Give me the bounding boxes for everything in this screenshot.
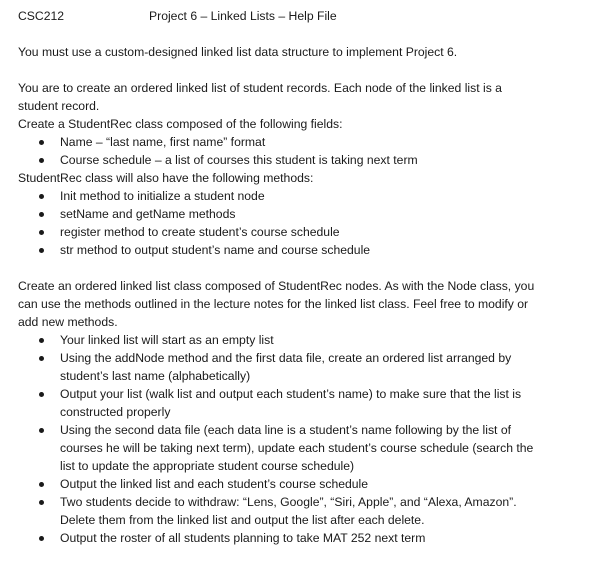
step-text: Output the roster of all students planning to take MAT 252 next term bbox=[60, 531, 426, 545]
step-text: Output your list (walk list and output each student’s name) to make sure that the list is bbox=[60, 387, 522, 401]
fields-list bbox=[18, 133, 607, 169]
document-title: Project 6 – Linked Lists – Help File bbox=[149, 9, 337, 23]
step-text: Two students decide to withdraw: “Lens, Google”, “Siri, Apple”, and “Alexa, Amazon”. bbox=[60, 495, 517, 509]
step-item bbox=[18, 475, 607, 493]
fields-intro: Create a StudentRec class composed of the following fields: bbox=[18, 117, 343, 131]
step-item bbox=[18, 421, 607, 475]
list-item: register method to create student’s course schedule bbox=[18, 223, 607, 241]
step-text: courses he will be taking next term), update each student’s course schedule (search the bbox=[60, 441, 534, 455]
list-item: Name – “last name, first name” format bbox=[18, 133, 607, 151]
section2-paragraph-line3: add new methods. bbox=[18, 315, 118, 329]
step-text: Using the addNode method and the first data file, create an ordered list arranged by bbox=[60, 351, 512, 365]
list-item: str method to output student’s name and course schedule bbox=[18, 241, 607, 259]
spacer bbox=[18, 259, 607, 277]
step-text: Your linked list will start as an empty list bbox=[60, 333, 274, 347]
section2-paragraph-line2: can use the methods outlined in the lecture notes for the linked list class. Feel free to modify or bbox=[18, 297, 529, 311]
step-text: Output the linked list and each student’s course schedule bbox=[60, 477, 369, 491]
section1-paragraph-line1: You are to create an ordered linked list of student records. Each node of the linked list is a bbox=[18, 81, 502, 95]
list-item: Init method to initialize a student node bbox=[18, 187, 607, 205]
methods-list bbox=[18, 187, 607, 259]
section2-paragraph-line1: Create an ordered linked list class composed of StudentRec nodes. As with the Node class, you bbox=[18, 279, 535, 293]
spacer bbox=[18, 25, 607, 43]
step-item bbox=[18, 493, 607, 529]
step-text: list to update the appropriate student course schedule) bbox=[60, 459, 355, 473]
step-text: student’s last name (alphabetically) bbox=[60, 369, 251, 383]
list-item: Course schedule – a list of courses this student is taking next term bbox=[18, 151, 607, 169]
section1-paragraph-line2: student record. bbox=[18, 99, 100, 113]
step-text: constructed properly bbox=[60, 405, 171, 419]
step-item bbox=[18, 349, 607, 385]
steps-list bbox=[18, 331, 607, 547]
methods-intro: StudentRec class will also have the following methods: bbox=[18, 171, 314, 185]
step-item bbox=[18, 385, 607, 421]
list-item: setName and getName methods bbox=[18, 205, 607, 223]
spacer bbox=[18, 61, 607, 79]
course-code: CSC212 bbox=[18, 9, 65, 23]
step-text: Delete them from the linked list and output the list after each delete. bbox=[60, 513, 425, 527]
document-header bbox=[18, 7, 607, 25]
step-item bbox=[18, 529, 607, 547]
step-item bbox=[18, 331, 607, 349]
step-text: Using the second data file (each data line is a student’s name following by the list of bbox=[60, 423, 511, 437]
intro-paragraph: You must use a custom-designed linked list data structure to implement Project 6. bbox=[18, 45, 458, 59]
